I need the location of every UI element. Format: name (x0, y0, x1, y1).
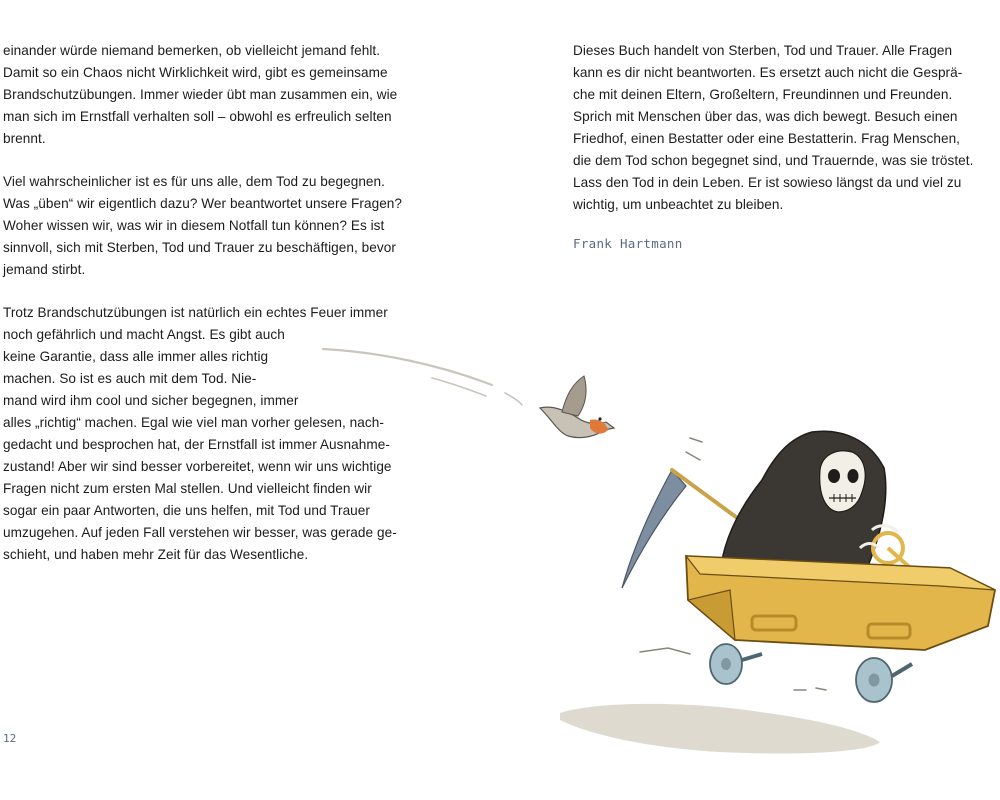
text-line: Friedhof, einen Bestatter oder eine Bestatterin. Frag Menschen, (573, 131, 961, 146)
text-line: schieht, und haben mehr Zeit für das Wesentliche. (3, 547, 309, 562)
page-number: 12 (3, 732, 17, 745)
text-line: Was „üben“ wir eigentlich dazu? Wer beantwortet unsere Fragen? (3, 196, 403, 211)
text-line: gedacht und besprochen hat, der Ernstfall ist immer Ausnahme- (3, 437, 390, 452)
text-line: mand wird ihm cool und sicher begegnen, immer (3, 393, 299, 408)
text-line: noch gefährlich und macht Angst. Es gibt auch (3, 327, 285, 342)
text-line: die dem Tod schon begegnet sind, und Trauernde, was sie tröstet. (573, 153, 974, 168)
text-line: Viel wahrscheinlicher ist es für uns alle, dem Tod zu begegnen. (3, 174, 385, 189)
text-line: Fragen nicht zum ersten Mal stellen. Und vielleicht finden wir (3, 481, 372, 496)
text-line: che mit deinen Eltern, Großeltern, Freundinnen und Freunden. (573, 87, 953, 102)
text-line: Brandschutzübungen. Immer wieder übt man zusammen ein, wie (3, 87, 398, 102)
text-line: Woher wissen wir, was wir in diesem Notfall tun können? Es ist (3, 218, 385, 233)
text-line: sinnvoll, sich mit Sterben, Tod und Trauer zu beschäftigen, bevor (3, 240, 396, 255)
text-line: Dieses Buch handelt von Sterben, Tod und Trauer. Alle Fragen (573, 43, 953, 58)
author-signature: Frank Hartmann (573, 236, 683, 251)
text-line: sogar ein paar Antworten, die uns helfen, mit Tod und Trauer (3, 503, 370, 518)
text-line: Lass den Tod in dein Leben. Er ist sowieso längst da und viel zu (573, 175, 962, 190)
text-line: man sich im Ernstfall verhalten soll – obwohl es erfreulich selten (3, 109, 392, 124)
right-page (500, 0, 1000, 800)
text-line: jemand stirbt. (3, 262, 86, 277)
text-line: keine Garantie, dass alle immer alles richtig (3, 349, 269, 364)
text-line: Sprich mit Menschen über das, was dich bewegt. Besuch einen (573, 109, 958, 124)
text-line: wichtig, um unbeachtet zu bleiben. (573, 197, 784, 212)
text-line: einander würde niemand bemerken, ob vielleicht jemand fehlt. (3, 43, 381, 58)
text-line: zustand! Aber wir sind besser vorbereitet, wenn wir uns wichtige (3, 459, 392, 474)
text-line: alles „richtig“ machen. Egal wie viel man vorher gelesen, nach- (3, 415, 384, 430)
text-line: brennt. (3, 131, 46, 146)
text-line: Damit so ein Chaos nicht Wirklichkeit wird, gibt es gemeinsame (3, 65, 388, 80)
text-line: kann es dir nicht beantworten. Es ersetzt auch nicht die Gesprä- (573, 65, 963, 80)
text-line: Trotz Brandschutzübungen ist natürlich ein echtes Feuer immer (3, 305, 388, 320)
text-line: umzugehen. Auf jeden Fall verstehen wir besser, was gerade ge- (3, 525, 397, 540)
text-line: machen. So ist es auch mit dem Tod. Nie- (3, 371, 257, 386)
